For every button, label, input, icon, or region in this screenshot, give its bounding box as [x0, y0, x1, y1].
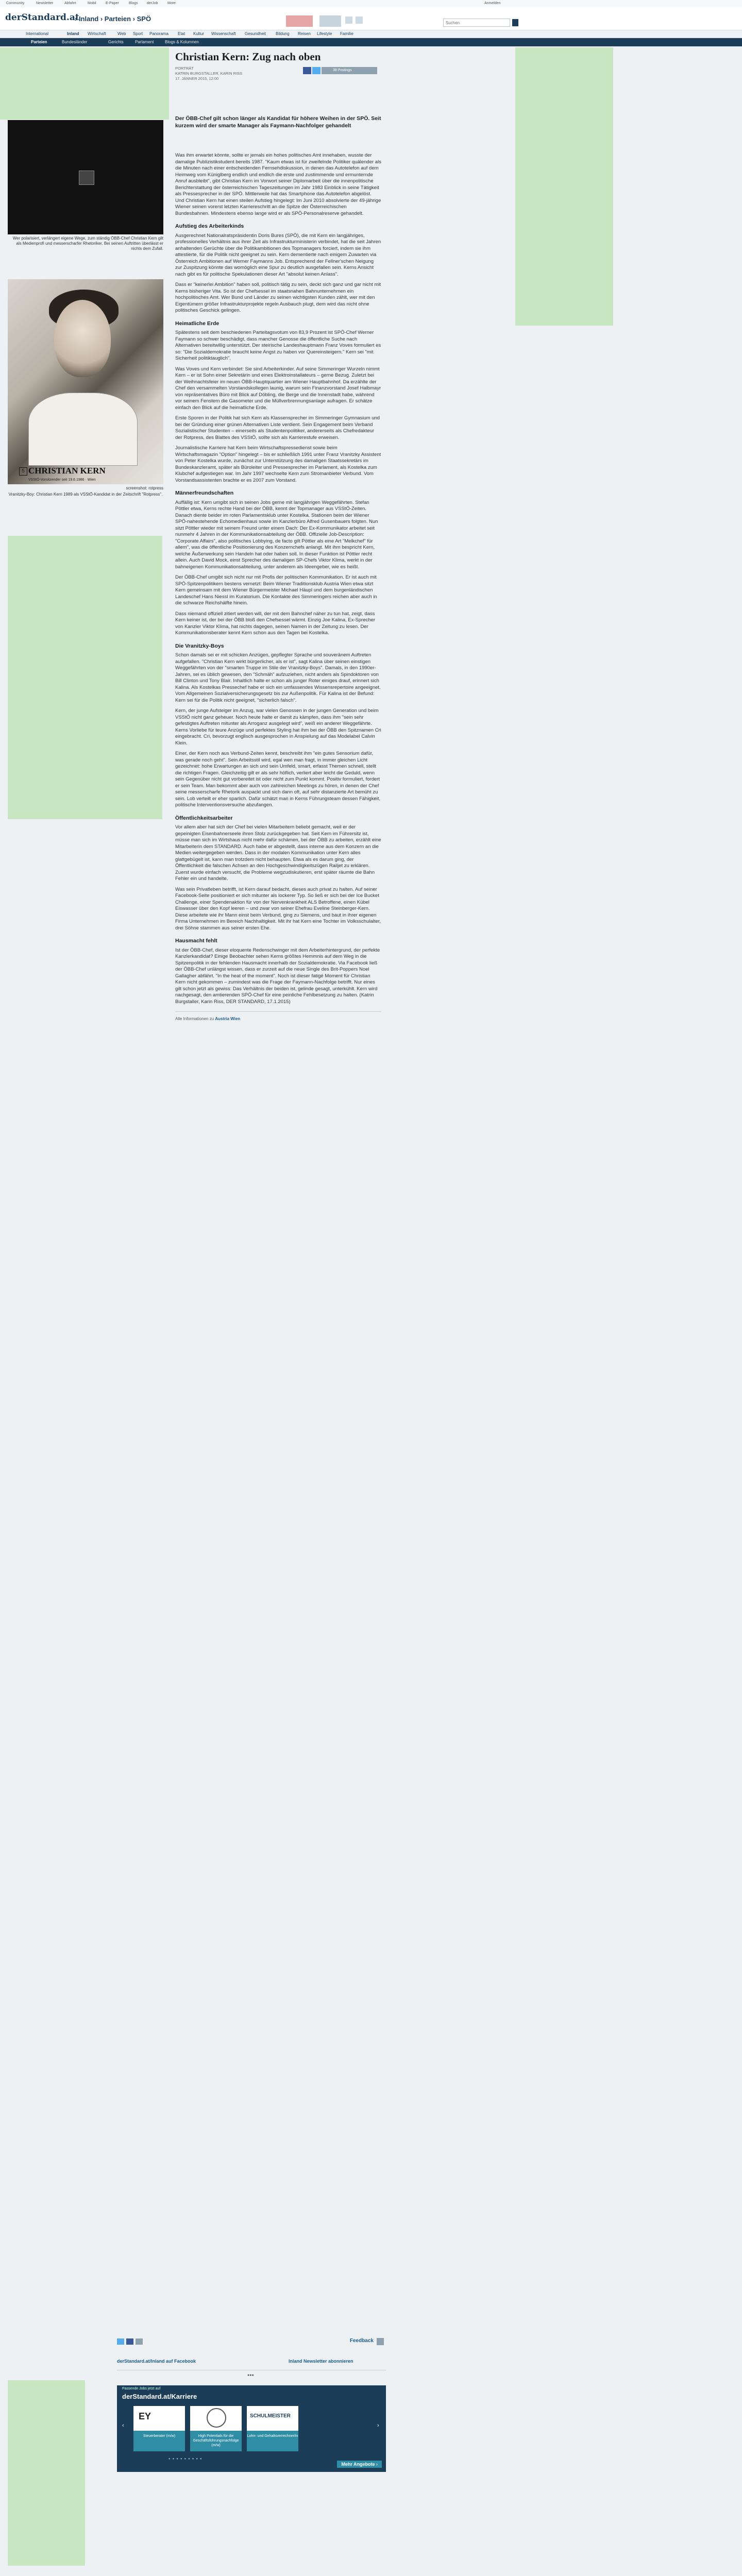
mail-icon[interactable] — [356, 16, 363, 24]
article-video[interactable] — [8, 120, 163, 234]
photo-number: 5 — [19, 467, 27, 476]
subnav-item[interactable]: Gerichts — [108, 40, 124, 44]
util-link[interactable]: Blogs — [129, 2, 138, 5]
related-label: Alle Informationen zu — [175, 1016, 214, 1021]
paragraph: Ausgerechnet Nationalratspräsidentin Doris Bures (SPÖ), die mit Kern ein langjähriges, professionelles Verhältnis aus ihrer Zeit als Infrastrukturministerin verbindet, hat die seit Jahren anhaltenden Gerüchte über die Politikambitionen des Topmanagers forciert, indem sie ihm attestierte, für die Politik nicht geeignet zu sein. Kern dementierte nach einigem Zuwarten via Österreich Ambitionen auf Werner Faymanns Job. Entsprechend der Fellner'schen Neigung zur Zuspitzung könnte das womöglich eine Spur zu deutlich ausgefallen sein. Kerns Ansicht nach gibt es für politische Spekulationen dieser Art "absolut keinen Anlass". — [175, 232, 381, 277]
subnav-item-active[interactable]: Parteien — [31, 40, 47, 44]
util-link[interactable]: Mobil — [88, 2, 96, 5]
nav-item[interactable]: Bildung — [276, 31, 290, 36]
share-bar — [117, 2336, 386, 2348]
paragraph: Auffällig ist: Kern umgibt sich in seinen Jobs gerne mit langjährigen Weggefährten. Stefan Pöttler etwa, Kerns rechte Hand bei der ÖBB, kennt der Topmanager aus VSStÖ-Zeiten. Danach diente beider im roten Parlamentsklub unter Kostelka. Stationen beim der Wiener SPÖ-nahestehende Echomedienhaus sowie im Kanzlerbüro Alfred Gusenbauers folgten. Nun sitzt Pöttler wieder mit seinem Freund unter einem Dach: Der Ex-Kommunikator arbeitet seit nunmehr 4 Jahren in der Kommunikationsabteilung der ÖBB. Offizielle Job-Description: "Corporate Affairs", also politisches Lobbying, de facto gilt Pöttler als eine Art "Melkchef" für allem", was die öffentliche Positionierung des Konzernchefs anlangt. Mit ihm bespricht Kern, welche Äußerwerkung sein Handeln hat oder haben soll. In dieser Funktion ist Pöttler recht allein. Auch David Mock, einst Sprecher des damaligen SP-Chefs Viktor Klima, werkt in der bahneigenen Kommunikationsabteilung, unter anderem als Ideengeber, wie es heißt. — [175, 499, 378, 570]
paragraph: Was Voves und Kern verbindet: Sie sind Arbeiterkinder. Auf seine Simmeringer Wurzeln nimmt Kern – er ist Sohn einer Sekretärin und eines Elektroinstallateurs – gerne Bezug. Zuletzt bei der Weihnachtsfeier im neuen ÖBB-Hauptquartier am Wiener Hauptbahnhof. Da erzählte der Chef den versammelten Vorstandskollegen launig, warum sein Finanzvorstand Josef Halbmayr von repräsentatives Büro mit Blick auf Döbling, die Berge und die Innenstadt habe, während vor seinem Fenstern die Gasometer und die Müllverbrennungsanlage aufragen. Er schätze einfach den Blick auf die heimatliche Erde. — [175, 366, 381, 411]
paragraph: Kern, der junge Aufsteiger im Anzug, war vielen Genossen in der jungen Generation und beim VSStÖ nicht ganz geheuer. Noch heute halte er damit zu kämpfen, dass ihm "sein sehr gefestigtes Auftreten mitunter als Arroganz ausgelegt wird", weiß ein anderer Weggefährte. Kerns Vorliebe für teure Anzüge und perfektes Styling hat ihm bei der ÖBB den Spitznamen Cri eingebracht. Cri, bevorzugt englisch ausgesprochen in Anspielung auf das Modelabel Calvin Klein. — [175, 708, 381, 746]
util-link[interactable]: Abfahrt — [64, 2, 76, 5]
feedback-icon[interactable] — [377, 2338, 384, 2345]
mercedes-star-icon — [207, 2408, 226, 2428]
nav-item[interactable]: Familie — [340, 31, 353, 36]
promo-badge-icon[interactable] — [286, 15, 313, 27]
article-photo — [8, 279, 163, 484]
paragraph: Was ihm erwartet könnte, sollte er jemals ein hohes politisches Amt innehaben, wusste der damalige Publizistikstudent bereits 1987. "Kaum etwas ist für zweifelnde Politiker quälender als die Minuten nach einer entscheidenden Fernsehdiskussion, in denen das Autotelefon auf dem Heimweg vom Küniglberg endlich und endlich die erste und zustimmende und ermunternde Anruf ausbleibt", gibt Christian Kern im Vorwort seiner Diplomarbeit über die innenpolitische Berichterstattung der österreichischen Tageszeitungen im Jahr 1983 Einblick in seine Tätigkeit als Pressesprecher in der SPÖ. Mittlerweile hat das Smartphone das Autotelefon abgelöst. Und Christian Kern hat einen steilen Aufstieg hingelegt: Im Juni 2010 absolvierte der 49-jährige Wiener seinen vorerst letzten Karriereschritt an die Spitze der Österreichischen Bundesbahnen. Mindestens ebenso lange wird er als SPÖ-Personalreserve gehandelt. — [175, 152, 381, 216]
image-caption: Wer polarisiert, verlängert eigene Wege, zum ständig ÖBB-Chef Christian Kern gilt als Medienprofi und messerscharfer Rhetoriker. Bei seinen Auftritten überlässt er nichts dem Zufall. — [12, 236, 163, 251]
job-title: Steuerberater (m/w) — [133, 2431, 185, 2451]
photo-name-label: CHRISTIAN KERN — [28, 466, 106, 476]
facebook-share-icon[interactable] — [303, 67, 311, 74]
photo-credit: screenshot: rotpress — [126, 486, 163, 490]
util-link[interactable]: Newsletter — [36, 2, 54, 5]
ad-bottom-left[interactable] — [8, 2380, 85, 2566]
nav-item[interactable]: Gesundheit — [245, 31, 266, 36]
nav-item[interactable]: Etat — [178, 31, 185, 36]
nav-item[interactable]: Panorama — [149, 31, 168, 36]
ad-rectangle-left[interactable] — [8, 536, 162, 819]
more-jobs-button[interactable]: Mehr Angebote › — [337, 2461, 382, 2468]
feedback-link[interactable]: Feedback — [349, 2338, 374, 2344]
subheading: Hausmacht fehlt — [175, 938, 217, 944]
paragraph: Der ÖBB-Chef umgibt sich nicht nur mit Profis der politischen Kommunikation. Er ist auch mit SPÖ-Spitzenpolitikern bestens vernetzt: Beim Wiener Traditionsklub Austria Wien etwa sitzt Kern gemeinsam mit dem Wiener Bürgermeister Michael Häupl und dem burgenländischen Landeschef Hans Niessl im Kuratorium. Die Kontakte des Simmeringers reichen aber auch in die schwarze Reichshälfte hinein. — [175, 574, 377, 606]
nav-item[interactable]: International — [26, 31, 49, 36]
search-icon[interactable] — [512, 19, 518, 26]
job-card[interactable] — [133, 2406, 185, 2451]
site-logo[interactable]: derStandard.at — [5, 12, 79, 23]
sub-nav — [0, 38, 742, 46]
article-date: 17. JÄNNER 2015, 12:00 — [175, 76, 219, 81]
nav-item[interactable]: Wissenschaft — [211, 31, 236, 36]
weather-icon[interactable] — [319, 15, 341, 27]
related-link[interactable]: Austria Wien — [215, 1016, 241, 1021]
next-arrow-icon[interactable]: › — [377, 2422, 379, 2429]
carousel-dots-icon[interactable]: ●●●●●●●●● — [168, 2458, 204, 2461]
search-input[interactable] — [443, 19, 510, 27]
main-nav — [0, 30, 742, 38]
job-card[interactable] — [247, 2406, 298, 2451]
article-author: KATRIN BURGSTALLER, KARIN RISS — [175, 71, 243, 76]
pager-dots-icon[interactable]: ●●● — [247, 2374, 254, 2377]
twitter-share-icon[interactable] — [312, 67, 321, 74]
nav-item[interactable]: Kultur — [193, 31, 204, 36]
twitter-icon[interactable] — [117, 2338, 124, 2345]
paragraph: Dass niemand offiziell zitiert werden will, der mit dem Bahnchef näher zu tun hat, zeigt, dass Kern keiner ist, der bei der ÖBB bloß den Chefsessel wärmt. Einzig Joe Kalina, Ex-Sprecher von Kanzler Viktor Klima, hat nichts dagegen, seinen Namen in der Zeitung zu lesen. Der Kommunikationsberater kennt Kern schon aus den Tagen bei Kostelka. — [175, 611, 376, 636]
subnav-item[interactable]: Blogs & Kolumnen — [165, 40, 199, 44]
user-icon[interactable] — [345, 16, 352, 24]
breadcrumb[interactable]: › Inland › Parteien › SPÖ — [75, 15, 151, 23]
nav-item[interactable]: Sport — [133, 31, 143, 36]
subheading: Aufstieg des Arbeiterkinds — [175, 223, 244, 229]
job-title: High Potentials für die Geschäftsführungsnachfolge (m/w) — [190, 2431, 242, 2451]
facebook-icon[interactable] — [126, 2338, 133, 2345]
paragraph: Erste Sporen in der Politik hat sich Kern als Klassensprecher im Simmeringer Gymnasium und bei der Gründung einer grünen Alternativen Liste verdient. Sein Engagement beim Verband Sozialistischer Studenten – einerseits als Studentenpolitiker, andererseits als Chefredakteur der Rotpress, des Blattes des VSStÖ, sollte sich als Karrierestufe erweisen. — [175, 415, 380, 440]
nav-item[interactable]: Web — [117, 31, 126, 36]
image-caption: Vranitzky-Boy: Christian Kern 1989 als VSStÖ-Kandidat in der Zeitschrift "Rotpress". — [8, 492, 163, 497]
article-kicker: PORTRÄT — [175, 66, 194, 71]
paragraph: Dass er "keinerlei Ambition" haben soll, politisch tätig zu sein, deckt sich ganz und gar nicht mit Kerns bisheriger Vita. So ist der Chefsessel im staatsnahen Bahnunternehmen ein hochpolitisches Amt. Wer Bund und Länder zu seinen wichtigsten Kunden zählt, wer mit den Eigentümern größer Infrastrukturprojekte regeln Ausbauch plugt, dem wird das nicht ohne politisches Geschick gelingen. — [175, 282, 381, 313]
nav-item[interactable]: Wirtschaft — [88, 31, 106, 36]
nav-item[interactable]: Lifestyle — [317, 31, 332, 36]
nav-item[interactable]: Reisen — [298, 31, 311, 36]
postings-button[interactable]: 38 Postings — [330, 67, 377, 74]
jobs-title[interactable]: derStandard.at/Karriere — [122, 2393, 197, 2400]
paragraph: Was sein Privatleben betrifft, ist Kern darauf bedacht, dieses auch privat zu halten. Auf seiner Facebook-Seite positioniert er sich mitunter als lockerer Typ. So ließ er sich bei der Ice Bucket Challenge, einer Spendenaktion für von der Nervenkrankheit ALS Betroffene, einen Kübel Eiswasser über den Kopf leeren – und zwar von seiner Ehefrau Eveline Steinberger-Kern. Diese arbeitete wie ihr Mann einst beim Verbund, ging zu Siemens, und baut in ihrer eigenen Firma Unternehmen im Bereich Nachhaltigkeit. Mit ihr hat Kern eine Tochter im Volksschulalter, drei Söhne stammen aus seiner ersten Ehe. — [175, 886, 381, 931]
nav-item-active[interactable]: Inland — [67, 31, 79, 36]
util-link[interactable]: Community — [6, 2, 25, 5]
job-card[interactable] — [190, 2406, 242, 2451]
subheading: Die Vranitzky-Boys — [175, 642, 224, 649]
subheading: Heimatliche Erde — [175, 320, 220, 327]
login-link[interactable]: Anmelden — [484, 2, 501, 5]
photo-face — [54, 300, 111, 377]
photo-subtitle: VSStÖ-Vorsitzender seit 19.6.1986 · Wien — [28, 478, 96, 482]
subheading: Öffentlichkeitsarbeiter — [175, 815, 233, 821]
site-header — [0, 7, 742, 30]
jobs-intro: Passende Jobs jetzt auf — [122, 2387, 161, 2391]
ad-skyscraper-right[interactable] — [515, 47, 613, 326]
mail-icon[interactable] — [136, 2338, 143, 2345]
job-logo: EY — [139, 2411, 151, 2421]
paragraph: Schon damals sei er mit schicken Anzügen, gepflegter Sprache und souveränem Auftreten aufgefallen. "Christian Kern wirkt bürgerlicher, als er ist", sagt Kalina über seinen einstigen Weggefährten von der "smarten Truppe im Stile der Vranitzky-Boys". Damals, in den 1990er-Jahren, sei es üblich gewesen, den "Schmäh" aufzuziehen, nicht anders als Spindoktoren von Bill Clinton und Tony Blair. Inhaltlich halte er schon als junger Roter einiges drauf, erinnert sich Kalina. Als Kostelkas Pressechef habe er sich ein umfassendes Wissensrepertoire angeeignet. Vom Allgemeinen Sozialversicherungsgesetz bis zur Außenpolitik. Für Kalina ist der Befund: Kern sei für die Politik nicht geeignet, "sicherlich falsch". — [175, 652, 381, 703]
paragraph: Spätestens seit dem beschiedenen Parteitagsvotum von 83,9 Prozent ist SPÖ-Chef Werner Faymann so schwer beschädigt, dass mancher Genosse die öffentliche Suche nach Alternativen bereitwillig unterstützt. Der steirische Landeshauptmann Franz Voves formuliert es so: "Die Sozialdemokratie braucht keine Angst zu haben vor Quereinsteigern." Kern sei "mit Sicherheit politiktauglich". — [175, 330, 381, 361]
article-body — [175, 152, 381, 1023]
facebook-follow-link[interactable]: derStandard.at/Inland auf Facebook — [117, 2359, 196, 2364]
subheading: Männerfreundschaften — [175, 490, 234, 496]
utility-bar — [0, 0, 742, 7]
job-logo: SCHULMEISTER — [250, 2413, 291, 2419]
mail-share-icon[interactable] — [322, 67, 330, 74]
paragraph: Ist der ÖBB-Chef, dieser eloquente Redenschwinger mit dem Arbeiterhintergrund, der perfekte Kanzlerkandidat? Einige Beobachter sehen Kerns größtes Hemmnis auf dem Weg in die Spitzenpolitik in der fehlenden Hausmacht innerhalb der Sozialdemokratie. Via Facebook ließ der ÖBB-Chef unlängst wissen, dass er zurzeit auf die neue Single des Brit-Poppers Noel Gallagher abfährt. "In the heat of the moment". Noch ist dieser fatigé Moment für Christian Kern nicht gekommen – zumindest was die Frage der Faymann-Nachfolge betrifft. Nur eines gilt schon jetzt als gewiss: Das Verhältnis der beiden ist, gelinde gesagt, unterkühlt. Kern wird nachgesagt, den amtierenden SPÖ-Chef für eine peinliche Fehlbesetzung zu halten. (Katrin Burgstaller, Karin Riss, DER STANDARD, 17.1.2015) — [175, 947, 380, 1005]
photo-shirt — [28, 393, 138, 466]
subnav-item[interactable]: Bundesländer — [62, 40, 88, 44]
paragraph: Journalistische Karriere hat Kern beim Wirtschaftspressedienst sowie beim Wirtschaftsmagazin "Option" hingelegt – bis er schließlich 1991 unter Franz Vranitzky Assistent von Peter Kostelka wurde, zunächst zur Unterstützung des damaligen Staatssekretärs im Bundeskanzleramt, später als Büroleiter und Pressesprecher im Parlament, als Kostelka zum Klubchef aufgestiegen war. Im Jahr 1997 wechselte Kern zum Stromanbieter Verbund. Vom Vorstandsassistenten brachte er es 2007 zum Vorstand. — [175, 445, 381, 483]
util-link[interactable]: More — [167, 2, 176, 5]
util-link[interactable]: E-Paper — [106, 2, 119, 5]
prev-arrow-icon[interactable]: ‹ — [122, 2422, 124, 2429]
util-link[interactable]: derJob — [147, 2, 158, 5]
article-lead: Der ÖBB-Chef gilt schon länger als Kandidat für höhere Weihen in der SPÖ. Seit kurzem wird der smarte Manager als Faymann-Nachfolger gehandelt — [175, 115, 381, 129]
job-title: Lohn- und Gehaltsverrechner/in — [247, 2431, 298, 2451]
paragraph: Vor allem aber hat sich der Chef bei vielen Mitarbeitern beliebt gemacht, weil er der gepeinigten Eisenbahnerseele ihren Stolz zurückgegeben hat. Seit Kern im Führersitz ist, müsse man sich im Wirtshaus nicht mehr dafür schämen, bei der ÖBB zu arbeiten, erzählt eine Mitarbeiterin dem STANDARD. Auch habe er abgestellt, dass interne aus dem Konzern an die Medien weitergegeben werden. Dass in der modalen Kommunikation unter Kern alles glattgebügelt ist, kann man trotzdem nicht behaupten. Etwa als es darum ging, der Öffentlichkeit die falschen Achsen an den Hochgeschwindigkeitszügen Railjet zu erklären. Zuerst wurde einfach versucht, die Probleme wegzudiskutieren, erst später räumte die Bahn Fehler ein und handelte. — [175, 824, 381, 882]
paragraph: Einer, der Kern noch aus Verbund-Zeiten kennt, beschreibt ihm "ein gutes Sensorium dafür, was gerade noch geht". Sein Arbeitsstil wird, egal wen man fragt, in immer gleichen Licht gezeichnet: hohe Erwartungen an sich und sein Umfeld, smart, erfasst Themen schnell, stellt die richtigen Fragen. Gleichzeitig gilt er als sehr höflich, verliert aber leicht die Geduld, wenn sein Gegenüber nicht gut vorbereitet ist oder nicht zum Punkt kommt. Positiv formuliert, fordert er sein Team. Man bekommt aber auch von zahlreichen Meetings zu hören, in denen der Chef seine messerscharfe Rhetorik auspackt und sich dann oft, auf sehr distanzierte Art bemüht zu sein. Lob verteilt er eher sparlich. Dafür schätzt man in Kerns Führungsteam dessen Fähigkeit, politische Interventionsversuche abzufangen. — [175, 751, 381, 808]
play-icon[interactable] — [79, 171, 94, 185]
newsletter-link[interactable]: Inland Newsletter abonnieren — [289, 2359, 353, 2364]
ad-banner-left[interactable] — [0, 47, 169, 120]
article-meta — [175, 66, 278, 81]
subnav-item[interactable]: Parlament — [135, 40, 154, 44]
jobs-widget — [117, 2385, 386, 2472]
article-title: Christian Kern: Zug nach oben — [175, 50, 321, 63]
related-info — [175, 1011, 381, 1023]
